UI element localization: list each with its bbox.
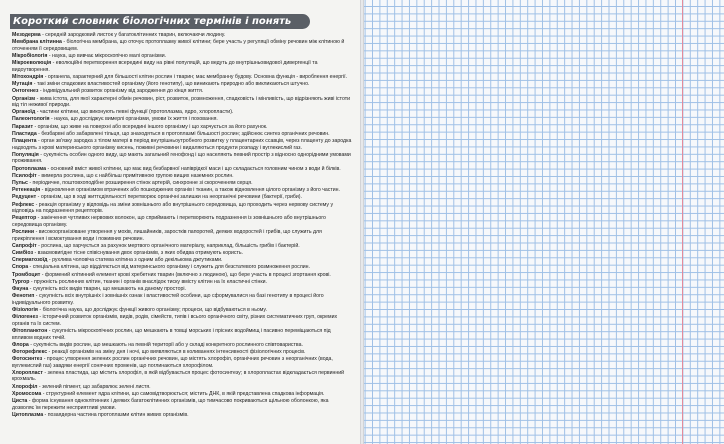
glossary-entry	[12, 74, 352, 81]
glossary-term: Мікробіологія	[12, 52, 48, 59]
glossary-term: Хлорофіл	[12, 383, 38, 390]
glossary-definition: - сукупність всіх внутрішніх і зовнішніх ознак і властивостей особини, що сформувалися на базі генотипу в процесі його індивідуального розвитку.	[12, 293, 324, 306]
glossary-definition: - зелена пластида, що містить хлорофіл, в якій відбувається процес фотосинтезу; в хлоропластах відкладається первинний крохмаль.	[12, 369, 345, 383]
glossary-entry	[12, 116, 352, 123]
glossary-term: Фенотип	[12, 293, 35, 300]
glossary-term: Палеонтологія	[12, 116, 50, 123]
glossary-definition: - реакції організмів на зміну дня і ночі, що виявляються в коливаннях інтенсивності фізіологічних процесів.	[47, 348, 306, 355]
glossary-term: Цитоплазма	[12, 411, 44, 418]
glossary-term: Симбіоз	[12, 250, 34, 257]
page-margin-line	[682, 0, 683, 444]
glossary-definition: - організм, що живе на поверхні або всередині іншого організму і що харчується за його рахунок.	[33, 123, 268, 130]
glossary-definition: - високоорганізоване утворення у мохів, лишайників, заростків папоротей, деяких водоростей і грибів, що служить для прикріплення і всмоктування води і поживних речовин.	[12, 229, 322, 242]
glossary-term: Мікроеволюція	[12, 60, 52, 67]
glossary-definition: - безбарвні або забарвлені тільця, що знаходяться в протоплазмі більшості рослин; здійснює синтез органічних речовин.	[36, 130, 330, 137]
glossary-definition: - еволюційні перетворення всередині виду на рівні популяцій, що ведуть до внутрішньовидової дивергенції та видоутворення.	[12, 60, 318, 73]
glossary-term: Тургор	[12, 278, 30, 285]
glossary-entry	[12, 257, 352, 264]
glossary-term: Фотосинтез	[12, 356, 43, 363]
glossary-term: Спора	[12, 264, 29, 271]
glossary-entry	[12, 243, 352, 250]
glossary-term: Тромбоцит	[12, 271, 41, 278]
glossary-term: Рецептор	[12, 215, 37, 222]
glossary-entry	[12, 152, 352, 165]
glossary-definition: - сукупність всіх видів тварин, що мешкають на даному просторі.	[28, 286, 186, 292]
glossary-entry	[12, 131, 352, 138]
glossary-entry	[12, 109, 352, 116]
glossary-definition: - такі зміни спадкових властивостей організму (його генотипу), що виникають природно або викликаються штучно.	[32, 81, 310, 88]
glossary-definition: - спеціальна клітина, що відділяється від материнського організму і служить для безстатевого розмноження рослин.	[28, 264, 310, 271]
glossary-definition: - наука, що досліджує вимерлі організми, умови їх життя і поховання.	[49, 116, 218, 123]
glossary-definition: - періодичне, поштовхоподібне розширення стінок артерій, синхронне зі скороченням серця.	[27, 179, 253, 186]
glossary-term: Мутація	[12, 81, 33, 88]
glossary-entry	[12, 88, 352, 95]
glossary-definition: - історичний розвиток організмів, видів, родів, сімейств, типів і всього органічного світу, різних систематичних груп, окремих органів та їх систем.	[12, 314, 338, 327]
glossary-entry	[12, 202, 352, 215]
glossary-entry	[12, 229, 352, 242]
glossary-definition: - наука, що вивчає мікроскопічно малі організми.	[47, 52, 167, 59]
glossary-term: Флора	[12, 341, 29, 348]
glossary-definition: - взаємовигідне тісне співіснування двох організмів, з яких обидва отримують користь.	[33, 250, 243, 257]
glossary-term: Онтогенез	[12, 88, 39, 95]
glossary-definition: - рухлива чоловіча статева клітина з одним або декількома джгутиками.	[47, 257, 223, 264]
glossary-term: Мезодерма	[12, 32, 41, 38]
glossary-definition: - реакція організму у відповідь на зміни зовнішнього або внутрішнього середовища, що проходить через нервову систему у відповідь на подразнення рецепторів.	[12, 201, 334, 215]
glossary-definition: - індивідуальний розвиток організму від зародження до кінця життя.	[38, 88, 204, 95]
glossary-definition: - організм, що в ході життєдіяльності перетворює органічні залишки на неорганічні речовини (бактерії, гриби).	[36, 194, 302, 201]
glossary-entry	[12, 342, 352, 349]
glossary-term: Ретенеація	[12, 187, 41, 194]
glossary-entry	[12, 412, 352, 419]
glossary-entry	[12, 180, 352, 187]
glossary-term: Хлоропласт	[12, 369, 43, 376]
glossary-term: Рослини	[12, 229, 35, 236]
glossary-entry	[12, 215, 352, 228]
graph-paper-grid	[364, 0, 724, 444]
glossary-entry	[12, 398, 352, 411]
glossary-term: Плацента	[12, 138, 37, 145]
glossary-entry	[12, 279, 352, 286]
glossary-term: Популяція	[12, 151, 39, 158]
glossary-entry	[12, 286, 352, 293]
glossary-term: Сперматозоїд	[12, 257, 48, 264]
glossary-entry	[12, 60, 352, 73]
glossary-entry	[12, 356, 352, 369]
glossary-definition: - вимерла рослина, що є найбільш примітивною групою вищих наземних рослин.	[36, 172, 234, 179]
glossary-definition: - жива істота, для якої характерні обмін речовин, ріст, розвиток, розмноження, спадковість і мінливість, що відрізняють живі істоти від тіл неживої природи.	[12, 95, 351, 109]
grid-page	[364, 0, 724, 444]
glossary-definition: - сукупність видів рослин, що мешкають на певній території або у складі конкретного рослинного співтовариства.	[28, 341, 303, 348]
glossary-entries	[12, 32, 352, 419]
glossary-term: Мембрана клітинна	[12, 39, 62, 46]
glossary-title-bar	[10, 14, 310, 29]
glossary-entry	[12, 328, 352, 341]
glossary-entry	[12, 307, 352, 314]
glossary-term: Філогенез	[12, 314, 38, 321]
glossary-term: Органоїд	[12, 109, 36, 116]
glossary-definition: - рослина, що харчується за рахунок мертвого органічного матеріалу, наприклад, більшість грибів і бактерій.	[36, 242, 300, 249]
glossary-entry	[12, 39, 352, 52]
glossary-definition: - відновлення організмом втрачених або пошкоджених органів і тканин, а також відновлення цілого організму з його частин.	[40, 187, 340, 194]
glossary-entry	[12, 384, 352, 391]
glossary-term: Псилофіт	[12, 172, 37, 179]
glossary-definition: - біологічна мембрана, що оточує протоплазму живої клітини; бере участь у регуляції обміну речовин між клітиною й оточенням її середовищем.	[12, 39, 345, 52]
glossary-entry	[12, 391, 352, 398]
glossary-entry	[12, 96, 352, 109]
glossary-definition: - структурний елемент ядра клітини, що самовідтворюється; містить ДНК, в якій представлена спадкова інформація.	[41, 390, 325, 397]
glossary-definition: - процес утворення зелених рослин органічних речовин, що містять хлорофіл, органічних речовин з неорганічних (вода, вуглекислий газ) завдяки енергії сонячних променів, що поглинаються хлорофілом.	[12, 356, 333, 369]
glossary-entry	[12, 138, 352, 151]
glossary-entry	[12, 349, 352, 356]
glossary-term: Протоплазма	[12, 165, 47, 172]
glossary-definition: - форма існування одноклітинних і деяких багатоклітинних організмів, що тимчасово покриваються щільною оболонкою, яка дозволяє їм пережити несприятливі умови.	[12, 398, 329, 411]
glossary-term: Циста	[12, 398, 28, 405]
glossary-definition: - закінчення чутливих нервових волокон, що сприймають і перетворюють подразнення із зовнішнього або внутрішнього середовища організму.	[12, 215, 326, 228]
glossary-definition: - орган зв'язку зародка з тілом матері в період внутрішньоутробного розвитку у плацентарних ссавців, через плаценту до зародка надходять з крові материнського організму кисень, поживні речовини і видаляються продукти розпаду і вуглекислий газ.	[12, 138, 352, 151]
glossary-definition: - позаядерна частина протоплазми клітин живих організмів.	[43, 411, 189, 418]
glossary-definition: - основний вміст живої клітини, що має вид безбарвної напіврідкої маси і що складається головним чином з води й білків.	[46, 165, 341, 172]
glossary-term: Хромосома	[12, 390, 42, 397]
glossary-term: Пульс	[12, 179, 28, 186]
glossary-definition: - частини клітини, що виконують певні функції (протоплазма, ядро, хлоропласти).	[35, 109, 234, 116]
glossary-entry	[12, 173, 352, 180]
glossary-term: Паразит	[12, 123, 34, 130]
glossary-definition: - сукупність особин одного виду, що мають загальний генофонд і що населяють певний простір з відносно однорідними умовами проживання.	[12, 151, 351, 165]
glossary-term: Мітохондрія	[12, 73, 44, 80]
glossary-page	[0, 0, 360, 444]
glossary-term: Рефлекс	[12, 201, 35, 208]
glossary-definition: - середній зародковий листок у багатоклітинних тварин, включаючи людину.	[40, 32, 226, 38]
glossary-title: Короткий словник біологічних термінів і понять	[13, 16, 292, 27]
glossary-entry	[12, 166, 352, 173]
glossary-entry	[12, 264, 352, 271]
glossary-term: Сапрофіт	[12, 242, 37, 249]
glossary-term: Фауна	[12, 286, 29, 292]
glossary-term: Редуцент	[12, 194, 37, 201]
glossary-entry	[12, 370, 352, 383]
glossary-definition: - пружність рослинних клітин, тканин і органів внаслідок тиску вмісту клітин на їх еластичні стінки.	[29, 278, 267, 285]
glossary-definition: - формений клітинний елемент крові хребетних тварин (включно з людиною), що бере участь в процесі згортання крові.	[40, 271, 331, 278]
glossary-entry	[12, 81, 352, 88]
glossary-definition: - органела, характерний для більшості клітин рослин і тварин; має мембранну будову. Основна функція - вироблення енергії.	[43, 73, 348, 80]
glossary-term: Пластида	[12, 130, 37, 137]
glossary-definition: - біологічна наука, що досліджує функції живого організму; процеси, що відбуваються в ньому.	[37, 306, 267, 313]
glossary-entry	[12, 250, 352, 257]
glossary-entry	[12, 272, 352, 279]
glossary-term: Фітопланктон	[12, 327, 48, 334]
glossary-entry	[12, 53, 352, 60]
glossary-entry	[12, 124, 352, 131]
glossary-entry	[12, 187, 352, 194]
glossary-term: Фоторефлекс	[12, 348, 48, 355]
glossary-entry	[12, 293, 352, 306]
glossary-term: Фізіологія	[12, 306, 38, 313]
glossary-entry	[12, 32, 352, 39]
glossary-term: Організм	[12, 95, 36, 102]
glossary-definition: - сукупність мікроскопічних рослин, що мешкають в товщі морських і прісних водоймищ і пасивно переміщаються під впливом водних течій.	[12, 327, 331, 341]
glossary-definition: - зелений пігмент, що забарвлює зелені листя.	[37, 383, 151, 390]
glossary-entry	[12, 314, 352, 327]
glossary-entry	[12, 194, 352, 201]
